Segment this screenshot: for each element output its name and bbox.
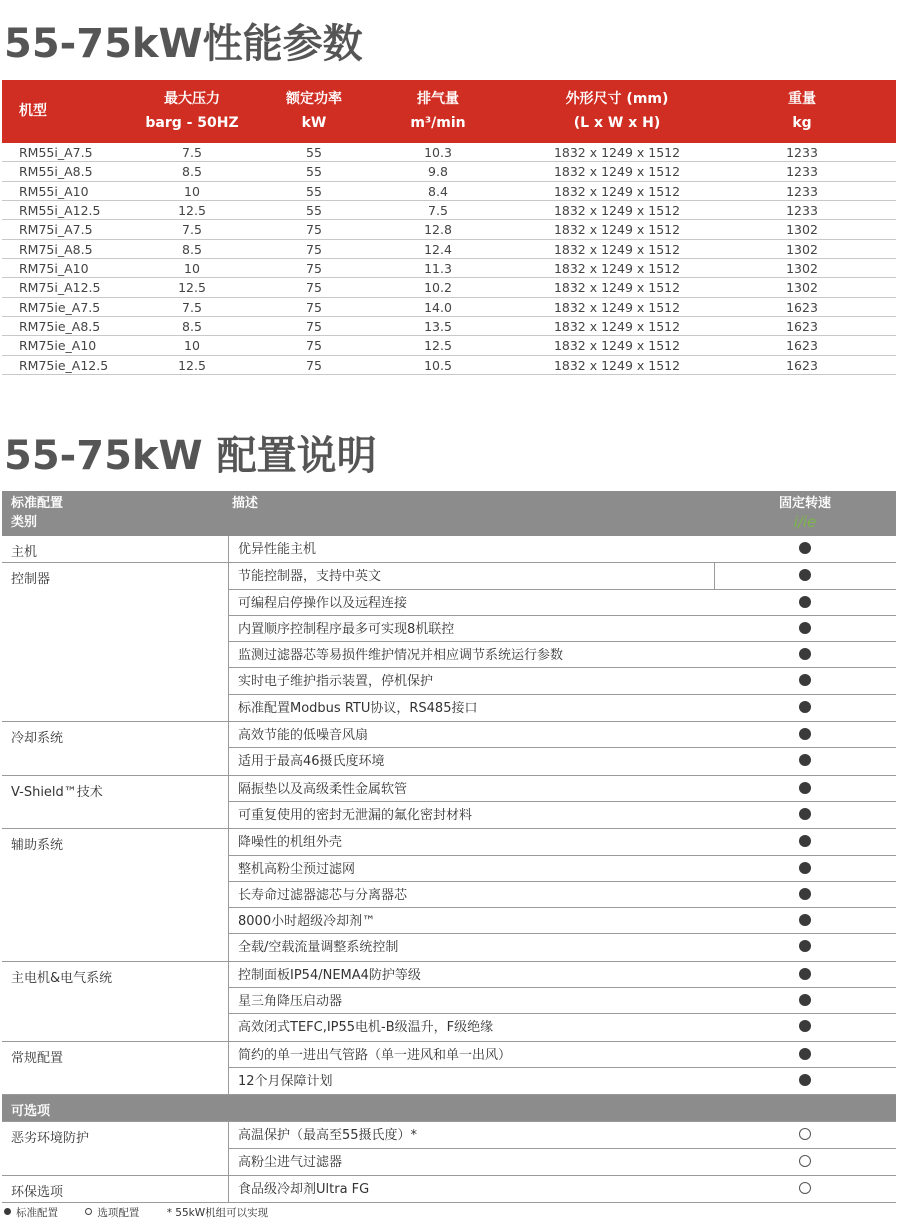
cell-model: RM75i_A8.5 <box>19 241 93 257</box>
config-group <box>2 1042 896 1096</box>
cell-weight: 1302 <box>786 280 818 296</box>
cell-weight: 1302 <box>786 261 818 277</box>
config-description: 高效闭式TEFC,IP55电机-B级温升，F级绝缘 <box>238 1020 494 1036</box>
config-title: 55-75kW 配置说明 <box>4 433 377 479</box>
standard-dot-icon <box>799 862 811 874</box>
config-row <box>229 962 896 988</box>
config-group <box>2 829 896 961</box>
cell-model: RM75ie_A7.5 <box>19 299 101 315</box>
group-label: 控制器 <box>11 572 51 588</box>
optional-circle-icon <box>799 1128 811 1140</box>
group-label: 辅助系统 <box>11 838 64 854</box>
cell-fad: 10.5 <box>424 357 452 373</box>
config-description: 内置顺序控制程序最多可实现8机联控 <box>238 621 455 637</box>
cell-weight: 1623 <box>786 319 818 335</box>
cell-weight: 1233 <box>786 183 818 199</box>
standard-dot-icon <box>799 1074 811 1086</box>
config-group <box>2 536 896 563</box>
cell-dimensions: 1832 x 1249 x 1512 <box>553 299 681 315</box>
config-group <box>2 776 896 830</box>
cell-dimensions: 1832 x 1249 x 1512 <box>553 357 681 373</box>
table-row <box>2 317 896 336</box>
cell-max-pressure: 10 <box>184 338 200 354</box>
legend-optional: 选项配置 <box>85 1205 139 1220</box>
standard-dot-icon <box>799 569 811 581</box>
cell-rated-power: 75 <box>306 338 322 354</box>
config-row <box>229 536 896 562</box>
cell-model: RM75ie_A10 <box>19 338 97 354</box>
header-dimensions: 外形尺寸 (mm) (L x W x H) <box>565 91 669 131</box>
config-row <box>229 802 896 828</box>
config-description: 长寿命过滤器滤芯与分离器芯 <box>238 887 408 903</box>
cell-model: RM75ie_A12.5 <box>19 357 109 373</box>
standard-dot-icon <box>799 648 811 660</box>
config-row <box>229 1149 896 1175</box>
config-row <box>229 722 896 748</box>
cell-dimensions: 1832 x 1249 x 1512 <box>553 319 681 335</box>
standard-dot-icon <box>799 674 811 686</box>
cell-max-pressure: 12.5 <box>178 357 206 373</box>
config-description: 实时电子维护指示装置，停机保护 <box>238 674 434 690</box>
legend <box>4 1205 292 1220</box>
cell-model: RM75i_A12.5 <box>19 280 101 296</box>
legend-standard: 标准配置 <box>4 1205 58 1220</box>
cell-rated-power: 55 <box>306 145 322 160</box>
config-row <box>229 668 896 694</box>
config-group <box>2 722 896 776</box>
config-description: 高效节能的低噪音风扇 <box>238 728 369 744</box>
group-label: 常规配置 <box>11 1050 64 1066</box>
config-row <box>229 642 896 668</box>
table-row <box>2 143 896 162</box>
config-row <box>229 748 896 774</box>
config-table-header <box>2 491 896 536</box>
header-weight: 重量 kg <box>788 91 816 131</box>
config-group <box>2 962 896 1042</box>
cell-fad: 8.4 <box>428 183 448 199</box>
cell-weight: 1623 <box>786 299 818 315</box>
cell-max-pressure: 10 <box>184 183 200 199</box>
table-row <box>2 259 896 278</box>
config-row <box>229 934 896 960</box>
cell-fad: 12.5 <box>424 338 452 354</box>
cell-fad: 10.3 <box>424 145 452 160</box>
group-label: 冷却系统 <box>11 731 64 747</box>
cell-weight: 1233 <box>786 203 818 219</box>
optional-circle-icon <box>799 1155 811 1167</box>
config-row <box>229 776 896 802</box>
cell-fad: 10.2 <box>424 280 452 296</box>
cell-fad: 14.0 <box>424 299 452 315</box>
config-description: 食品级冷却剂Ultra FG <box>238 1181 370 1197</box>
config-row <box>229 1042 896 1068</box>
config-group <box>2 1176 896 1203</box>
config-description: 隔振垫以及高级柔性金属软管 <box>238 781 408 797</box>
table-row <box>2 162 896 181</box>
config-description: 标准配置Modbus RTU协议，RS485接口 <box>238 700 478 716</box>
cell-model: RM55i_A12.5 <box>19 203 101 219</box>
config-description: 高温保护（最高至55摄氏度）* <box>238 1128 418 1144</box>
config-description: 控制面板IP54/NEMA4防护等级 <box>238 967 421 983</box>
cell-weight: 1302 <box>786 222 818 238</box>
performance-title: 55-75kW性能参数 <box>4 21 363 67</box>
table-row <box>2 201 896 220</box>
config-table <box>2 491 896 1203</box>
standard-dot-icon <box>799 968 811 980</box>
header-description: 描述 <box>232 496 259 511</box>
config-description: 整机高粉尘预过滤网 <box>238 861 356 877</box>
cell-model: RM55i_A8.5 <box>19 164 93 180</box>
cell-max-pressure: 8.5 <box>182 164 202 180</box>
standard-dot-icon <box>799 1048 811 1060</box>
cell-weight: 1623 <box>786 338 818 354</box>
config-row <box>229 1068 896 1094</box>
group-label: 主电机&电气系统 <box>11 970 113 986</box>
cell-dimensions: 1832 x 1249 x 1512 <box>553 280 681 296</box>
cell-model: RM55i_A7.5 <box>19 145 93 160</box>
config-row <box>229 988 896 1014</box>
cell-dimensions: 1832 x 1249 x 1512 <box>553 241 681 257</box>
standard-dot-icon <box>799 782 811 794</box>
standard-dot-icon <box>799 835 811 847</box>
group-label: 环保选项 <box>11 1184 64 1200</box>
standard-dot-icon <box>799 701 811 713</box>
table-row <box>2 182 896 201</box>
cell-model: RM75i_A7.5 <box>19 222 93 238</box>
config-row <box>229 1122 896 1148</box>
standard-groups <box>2 536 896 1095</box>
standard-dot-icon <box>799 994 811 1006</box>
config-row <box>229 616 896 642</box>
config-description: 8000小时超级冷却剂™ <box>238 914 376 930</box>
cell-rated-power: 55 <box>306 183 322 199</box>
filled-circle-icon <box>4 1208 11 1215</box>
optional-groups <box>2 1122 896 1203</box>
cell-model: RM75ie_A8.5 <box>19 319 101 335</box>
standard-dot-icon <box>799 940 811 952</box>
config-group <box>2 563 896 722</box>
config-description: 可重复使用的密封无泄漏的氟化密封材料 <box>238 807 473 823</box>
cell-dimensions: 1832 x 1249 x 1512 <box>553 261 681 277</box>
standard-dot-icon <box>799 1020 811 1032</box>
cell-rated-power: 75 <box>306 299 322 315</box>
header-fixed-speed: 固定转速 i/ie <box>778 496 831 531</box>
spec-table-header <box>2 80 896 143</box>
cell-max-pressure: 7.5 <box>182 299 202 315</box>
cell-weight: 1623 <box>786 357 818 373</box>
legend-note: * 55kW机组可以实现 <box>166 1207 269 1219</box>
cell-dimensions: 1832 x 1249 x 1512 <box>553 338 681 354</box>
group-label: 主机 <box>11 545 38 560</box>
cell-weight: 1302 <box>786 241 818 257</box>
cell-max-pressure: 10 <box>184 261 200 277</box>
cell-fad: 9.8 <box>428 164 448 180</box>
cell-rated-power: 75 <box>306 280 322 296</box>
cell-rated-power: 55 <box>306 203 322 219</box>
config-description: 降噪性的机组外壳 <box>238 835 343 851</box>
group-label: 恶劣环境防护 <box>11 1131 90 1147</box>
cell-max-pressure: 8.5 <box>182 319 202 335</box>
cell-fad: 7.5 <box>428 203 448 219</box>
header-fad: 排气量 m³/min <box>410 91 466 131</box>
config-description: 节能控制器，支持中英文 <box>238 569 382 585</box>
cell-max-pressure: 12.5 <box>178 203 206 219</box>
cell-dimensions: 1832 x 1249 x 1512 <box>553 183 681 199</box>
optional-circle-icon <box>799 1182 811 1194</box>
header-model: 机型 <box>19 103 47 119</box>
standard-dot-icon <box>799 622 811 634</box>
optional-section-header: 可选项 <box>2 1095 896 1122</box>
config-description: 适用于最高46摄氏度环境 <box>238 754 385 770</box>
cell-dimensions: 1832 x 1249 x 1512 <box>553 203 681 219</box>
cell-dimensions: 1832 x 1249 x 1512 <box>553 222 681 238</box>
cell-max-pressure: 8.5 <box>182 241 202 257</box>
cell-rated-power: 75 <box>306 261 322 277</box>
config-description: 优异性能主机 <box>238 542 317 557</box>
table-row <box>2 278 896 297</box>
cell-fad: 12.8 <box>424 222 452 238</box>
cell-max-pressure: 7.5 <box>182 145 202 160</box>
config-description: 12个月保障计划 <box>238 1073 333 1089</box>
config-row <box>229 695 896 721</box>
standard-dot-icon <box>799 596 811 608</box>
group-label: V-Shield™技术 <box>11 784 103 800</box>
cell-rated-power: 55 <box>306 164 322 180</box>
table-row <box>2 298 896 317</box>
config-row <box>229 908 896 934</box>
table-row <box>2 336 896 355</box>
cell-fad: 12.4 <box>424 241 452 257</box>
config-row <box>229 829 896 855</box>
config-description: 星三角降压启动器 <box>238 994 343 1010</box>
header-category: 标准配置 类别 <box>11 496 64 530</box>
spec-table <box>2 80 896 375</box>
standard-dot-icon <box>799 754 811 766</box>
table-row <box>2 220 896 239</box>
table-row <box>2 356 896 375</box>
config-row <box>229 1176 896 1202</box>
cell-weight: 1233 <box>786 164 818 180</box>
header-max-pressure: 最大压力 barg - 50HZ <box>145 91 239 131</box>
cell-rated-power: 75 <box>306 222 322 238</box>
cell-dimensions: 1832 x 1249 x 1512 <box>553 145 681 160</box>
config-description: 监测过滤器芯等易损件维护情况并相应调节系统运行参数 <box>238 648 564 664</box>
header-rated-power: 额定功率 kW <box>286 91 342 131</box>
config-row <box>229 882 896 908</box>
config-description: 可编程启停操作以及远程连接 <box>238 595 408 611</box>
cell-fad: 13.5 <box>424 319 452 335</box>
cell-rated-power: 75 <box>306 357 322 373</box>
config-row <box>229 590 896 616</box>
config-description: 简约的单一进出气管路（单一进风和单一出风） <box>238 1047 512 1063</box>
cell-model: RM55i_A10 <box>19 183 89 199</box>
config-row <box>229 1014 896 1040</box>
cell-dimensions: 1832 x 1249 x 1512 <box>553 164 681 180</box>
config-group <box>2 1122 896 1176</box>
standard-dot-icon <box>799 728 811 740</box>
cell-max-pressure: 7.5 <box>182 222 202 238</box>
config-description: 全载/空载流量调整系统控制 <box>238 940 399 956</box>
standard-dot-icon <box>799 888 811 900</box>
standard-dot-icon <box>799 914 811 926</box>
config-row <box>229 563 896 589</box>
spec-table-body <box>2 143 896 375</box>
cell-max-pressure: 12.5 <box>178 280 206 296</box>
standard-dot-icon <box>799 542 811 554</box>
cell-weight: 1233 <box>786 145 818 160</box>
cell-model: RM75i_A10 <box>19 261 89 277</box>
cell-rated-power: 75 <box>306 319 322 335</box>
cell-fad: 11.3 <box>424 261 452 277</box>
config-description: 高粉尘进气过滤器 <box>238 1154 343 1170</box>
config-row <box>229 856 896 882</box>
table-row <box>2 240 896 259</box>
open-circle-icon <box>85 1208 92 1215</box>
cell-rated-power: 75 <box>306 241 322 257</box>
standard-dot-icon <box>799 808 811 820</box>
